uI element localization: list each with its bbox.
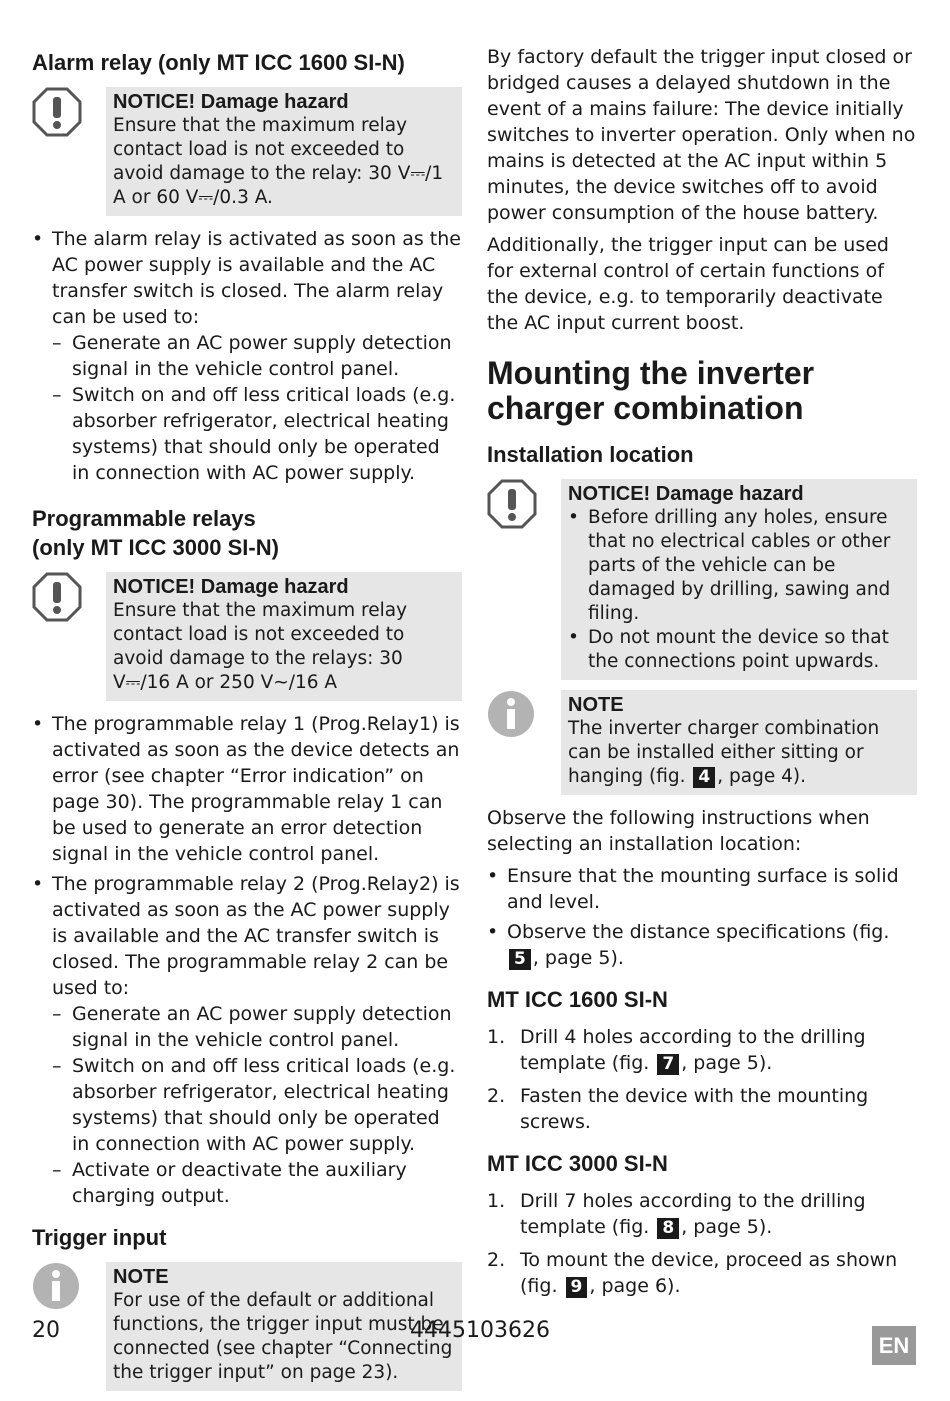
heading-line: (only MT ICC 3000 SI-N)	[32, 535, 279, 560]
figure-ref-badge: 4	[693, 767, 715, 788]
note-installation	[487, 690, 917, 795]
notice-box	[106, 572, 462, 701]
step-item	[487, 1247, 917, 1299]
text: The inverter charger combination can be installed either sitting or hanging (fig.	[568, 718, 880, 787]
step-item	[487, 1024, 917, 1076]
paragraph: By factory default the trigger input closed or bridged causes a delayed shutdown in the event of a mains failure: The device initially switches to inverter operation. Only when no mains is detected at the AC input within 5 minutes, the device switches off to avoid power consumption of the house battery.	[487, 46, 916, 224]
text: Observe the distance specifications (fig.	[507, 921, 890, 943]
text: , page 4).	[717, 766, 806, 787]
step-number: 2.	[487, 1249, 506, 1271]
notice-title: NOTICE! Damage hazard	[568, 483, 804, 505]
list-item	[32, 871, 462, 1209]
step-item	[487, 1188, 917, 1240]
alarm-bullet-list	[32, 226, 462, 486]
mt-icc-3000-heading: MT ICC 3000 SI-N	[487, 1151, 668, 1176]
warning-octagon-icon	[32, 572, 106, 701]
notice-title: NOTICE! Damage hazard	[113, 576, 349, 598]
mounting-heading	[487, 356, 917, 426]
notice-text: Ensure that the maximum relay contact load is not exceeded to avoid damage to the relays: 30 V⎓/16 A or 250 V∼/16 A	[113, 600, 408, 693]
list-item	[32, 226, 462, 486]
note-box	[106, 1262, 462, 1391]
text: Drill 7 holes according to the drilling template (fig.	[520, 1190, 866, 1238]
list-item: – Activate or deactivate the auxiliary charging output.	[52, 1157, 462, 1209]
step-number: 1.	[487, 1190, 506, 1212]
list-item: – Switch on and off less critical loads (e.g. absorber refrigerator, electrical heating systems) that should only be operated in connection with AC power supply.	[52, 382, 462, 486]
heading-line: Mounting the inverter	[487, 355, 815, 391]
steps-1600	[487, 1024, 917, 1135]
mt-icc-1600-heading: MT ICC 1600 SI-N	[487, 987, 668, 1012]
list-item	[487, 919, 917, 971]
figure-ref-badge: 7	[657, 1054, 679, 1075]
step-item	[487, 1083, 917, 1135]
figure-ref-badge: 9	[566, 1277, 588, 1298]
programmable-bullet-list	[32, 711, 462, 1209]
list-item: – Generate an AC power supply detection signal in the vehicle control panel.	[52, 330, 462, 382]
text: , page 6).	[589, 1275, 681, 1297]
info-icon	[487, 690, 561, 795]
programmable-relays-heading	[32, 504, 462, 562]
text: Fasten the device with the mounting screws.	[520, 1085, 869, 1133]
figure-ref-badge: 8	[657, 1218, 679, 1239]
heading-line: charger combination	[487, 390, 804, 426]
steps-3000	[487, 1188, 917, 1299]
paragraph: Additionally, the trigger input can be used for external control of certain functions of the device, e.g. to temporarily deactivate the AC input current boost.	[487, 234, 889, 334]
note-title: NOTE	[113, 1266, 169, 1288]
right-column	[487, 44, 917, 1306]
text: , page 5).	[681, 1216, 773, 1238]
note-title: NOTE	[568, 694, 624, 716]
step-number: 1.	[487, 1026, 506, 1048]
notice-damage-hazard-1	[32, 87, 462, 216]
list-item: • Before drilling any holes, ensure that no electrical cables or other parts of the vehicle can be damaged by drilling, sawing and filing.	[568, 506, 911, 626]
heading-line: Programmable relays	[32, 506, 256, 531]
notice-box	[106, 87, 462, 216]
installation-location-heading: Installation location	[487, 442, 694, 467]
trigger-input-heading: Trigger input	[32, 1225, 167, 1250]
notice-box	[561, 479, 917, 680]
text: Drill 4 holes according to the drilling template (fig.	[520, 1026, 866, 1074]
prog-bullet-text: The programmable relay 2 (Prog.Relay2) is activated as soon as the AC power supply is available and the AC transfer switch is closed. The programmable relay 2 can be used to:	[52, 873, 460, 999]
alarm-bullet-text: The alarm relay is activated as soon as the AC power supply is available and the AC transfer switch is closed. The alarm relay can be used to:	[52, 228, 461, 328]
step-number: 2.	[487, 1085, 506, 1107]
note-trigger	[32, 1262, 462, 1391]
notice-text: Ensure that the maximum relay contact load is not exceeded to avoid damage to the relay: 30 V⎓/1 A or 60 V⎓/0.3 A.	[113, 115, 444, 208]
list-item: – Generate an AC power supply detection signal in the vehicle control panel.	[52, 1001, 462, 1053]
figure-ref-badge: 5	[509, 949, 531, 970]
warning-octagon-icon	[32, 87, 106, 216]
notice-damage-hazard-3	[487, 479, 917, 680]
notice-bullets	[568, 506, 911, 674]
paragraph: Observe the following instructions when selecting an installation location:	[487, 807, 870, 855]
text: , page 5).	[681, 1052, 773, 1074]
note-box	[561, 690, 917, 795]
document-number: 4445103626	[410, 1318, 550, 1343]
observe-bullet-list	[487, 863, 917, 971]
note-text	[568, 717, 911, 789]
notice-damage-hazard-2	[32, 572, 462, 701]
notice-title: NOTICE! Damage hazard	[113, 91, 349, 113]
page-number: 20	[32, 1318, 60, 1343]
prog-dash-list	[52, 1001, 462, 1209]
list-item: • Ensure that the mounting surface is solid and level.	[487, 863, 917, 915]
alarm-relay-heading: Alarm relay (only MT ICC 1600 SI-N)	[32, 50, 405, 75]
list-item: – Switch on and off less critical loads (e.g. absorber refrigerator, electrical heating systems) that should only be operated in connection with AC power supply.	[52, 1053, 462, 1157]
text: , page 5).	[532, 947, 624, 969]
text: To mount the device, proceed as shown (fig.	[520, 1249, 898, 1297]
left-column	[32, 44, 462, 1401]
note-text: For use of the default or additional functions, the trigger input must be connected (see chapter “Connecting the trigger input” on page 23).	[113, 1290, 453, 1383]
warning-octagon-icon	[487, 479, 561, 680]
list-item: • The programmable relay 1 (Prog.Relay1) is activated as soon as the device detects an error (see chapter “Error indication” on page 30). The programmable relay 1 can be used to generate an error detection signal in the vehicle control panel.	[32, 711, 462, 867]
alarm-dash-list	[52, 330, 462, 486]
language-badge: EN	[872, 1326, 916, 1365]
list-item: • Do not mount the device so that the connections point upwards.	[568, 626, 911, 674]
